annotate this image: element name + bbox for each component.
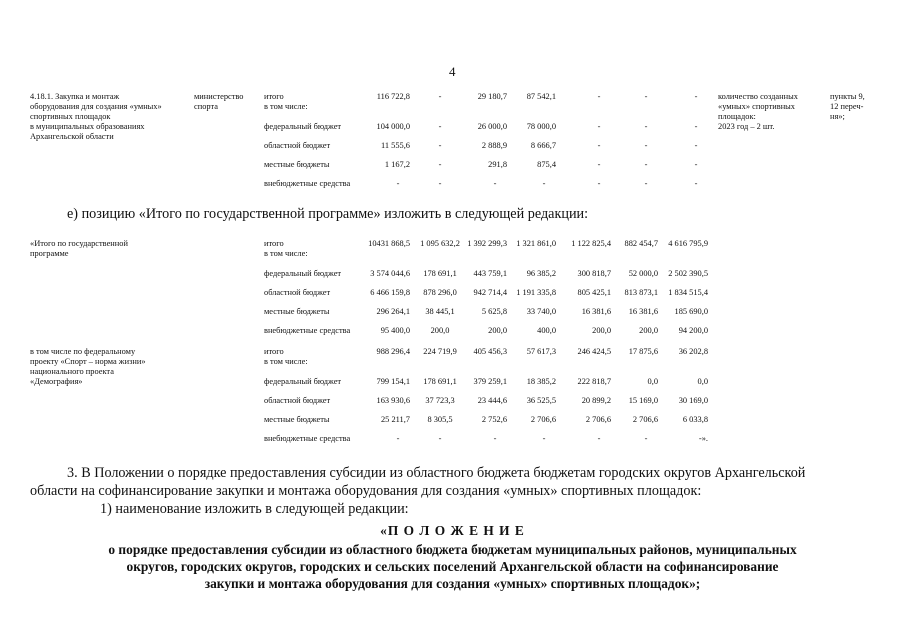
funding-cell: 1 095 632,2 [420,239,460,248]
regulation-title-word: «П О Л О Ж Е Н И Е [380,523,525,538]
row-label: областной бюджет [264,141,331,150]
regulation-title-line-1: о порядке предоставления субсидии из областного бюджета бюджетам муниципальных районов, муниципальных [108,542,797,557]
funding-cell: 1 191 335,8 [516,288,556,297]
funding-cell: - [597,160,601,169]
funding-cell: 443 759,1 [473,269,507,278]
row-label: местные бюджеты [264,415,330,424]
funding-cell: - [493,179,497,188]
funding-cell: 1 321 861,0 [516,239,556,248]
funding-cell: 116 722,8 [376,92,410,101]
link-line: 12 переч- [830,102,864,111]
activity-line: 4.18.1. Закупка и монтаж [30,92,120,101]
funding-cell: - [542,179,546,188]
funding-cell: 0,0 [647,377,658,386]
funding-cell: - [493,434,497,443]
funding-cell: 8 305,5 [427,415,453,424]
row-label: местные бюджеты [264,160,330,169]
funding-cell: 6 466 159,8 [370,288,410,297]
funding-cell: 8 666,7 [530,141,556,150]
funding-cell: 6 033,8 [682,415,708,424]
row-label: итого [264,92,284,101]
result-line: количество созданных [718,92,798,101]
funding-cell: 1 167,2 [384,160,410,169]
funding-cell: 78 000,0 [526,122,556,131]
funding-cell: 1 834 515,4 [668,288,708,297]
funding-cell: - [438,122,442,131]
row-label: федеральный бюджет [264,269,342,278]
funding-cell: 185 690,0 [674,307,708,316]
link-line: ня»; [830,112,845,121]
funding-cell: 2 706,6 [530,415,556,424]
federal-project-line: «Демография» [30,377,83,386]
funding-cell: 200,0 [430,326,450,335]
funding-cell: - [396,179,400,188]
funding-cell: - [438,160,442,169]
program-total-table [30,239,880,444]
funding-cell: 799 154,1 [376,377,410,386]
row-label: внебюджетные средства [264,434,351,443]
funding-cell: 0,0 [697,377,708,386]
funding-cell: - [542,434,546,443]
funding-cell: 878 296,0 [423,288,457,297]
funding-cell: - [644,434,648,443]
funding-cell: 296 264,1 [376,307,410,316]
page-number: 4 [449,64,456,79]
funding-cell: 36 525,5 [526,396,556,405]
link-to-list [830,92,865,122]
row-label: внебюджетные средства [264,326,351,335]
activity-line: в муниципальных образованиях [30,122,145,131]
funding-cell: - [438,434,442,443]
funding-cell: - [644,122,648,131]
row-label: итого [264,239,284,248]
funding-cell: 2 706,6 [632,415,658,424]
funding-cell: 20 899,2 [581,396,611,405]
funding-cell: 805 425,1 [577,288,611,297]
total-caption [30,239,128,259]
funding-cell: 26 000,0 [477,122,507,131]
activity-line: оборудования для создания «умных» [30,102,162,111]
program-table-row-4-18-1 [30,92,880,192]
funding-cell: 38 445,1 [425,307,455,316]
row-label: местные бюджеты [264,307,330,316]
funding-cell: 163 930,6 [376,396,410,405]
regulation-title-line-3: закупки и монтажа оборудования для создания «умных» спортивных площадок»; [204,576,701,591]
funding-cell: 379 259,1 [473,377,507,386]
total-caption-line: программе [30,249,69,258]
funding-cell: 87 542,1 [526,92,556,101]
funding-cell: 882 454,7 [624,239,658,248]
funding-cell: - [396,434,400,443]
funding-cell: 94 200,0 [678,326,708,335]
funding-cell: 178 691,1 [423,269,457,278]
funding-cell: 18 385,2 [526,377,556,386]
funding-cell: 29 180,7 [477,92,507,101]
paragraph-3-line-2: области на софинансирование закупки и монтажа оборудования для создания «умных» спортивных площадок: [30,483,702,499]
funding-cell: - [597,179,601,188]
funding-cell: 95 400,0 [380,326,410,335]
paragraph-e: е) позицию «Итого по государственной программе» изложить в следующей редакции: [67,206,589,222]
row-label: областной бюджет [264,396,331,405]
row-label: внебюджетные средства [264,179,351,188]
funding-cell: -». [698,434,708,443]
funding-cell: 875,4 [537,160,556,169]
result-line: «умных» спортивных [718,102,795,111]
funding-cell: 16 381,6 [581,307,611,316]
funding-cell: 16 381,6 [628,307,658,316]
funding-cell: 15 169,0 [628,396,658,405]
funding-cell: - [644,92,648,101]
row-label: федеральный бюджет [264,122,342,131]
row-sublabel: в том числе: [264,249,308,258]
funding-cell: 36 202,8 [678,347,708,356]
funding-cell: 17 875,6 [628,347,658,356]
funding-cell: - [597,434,601,443]
paragraph-3-sub-1: 1) наименование изложить в следующей редакции: [100,501,409,517]
funding-cell: 4 616 795,9 [668,239,708,248]
funding-cell: 2 706,6 [585,415,611,424]
executor-line: спорта [194,102,218,111]
funding-cell: 400,0 [537,326,556,335]
row-label: областной бюджет [264,288,331,297]
funding-cell: 200,0 [639,326,658,335]
funding-cell: 2 888,9 [481,141,507,150]
funding-cell: 37 723,3 [425,396,455,405]
funding-cell: 405 456,3 [473,347,507,356]
funding-cell: 942 714,4 [473,288,507,297]
executor-line: министерство [194,92,244,101]
funding-cell: - [438,141,442,150]
funding-cell: 23 444,6 [477,396,507,405]
funding-cell: 11 555,6 [380,141,410,150]
regulation-title-line-2: округов, городских округов, городских и сельских поселений Архангельской области на софинансирование [126,559,779,574]
federal-project-caption [30,347,146,387]
funding-cell: - [644,160,648,169]
row-label: итого [264,347,284,356]
funding-cell: - [644,141,648,150]
funding-cell: 25 211,7 [380,415,410,424]
funding-cell: 10431 868,5 [368,239,410,248]
funding-cell: 300 818,7 [577,269,611,278]
funding-cell: 813 873,1 [624,288,658,297]
funding-cell: - [438,92,442,101]
funding-cell: 988 296,4 [376,347,410,356]
funding-cell: - [694,160,698,169]
funding-cell: - [694,141,698,150]
funding-cell: 200,0 [488,326,507,335]
funding-cell: 224 719,9 [423,347,457,356]
funding-cell: 2 502 390,5 [668,269,708,278]
funding-cell: - [597,92,601,101]
funding-cell: 104 000,0 [376,122,410,131]
activity-line: Архангельской области [30,132,114,141]
executor [194,92,244,112]
funding-cell: 5 625,8 [481,307,507,316]
row-sublabel: в том числе: [264,357,308,366]
activity-description [30,92,162,142]
funding-cell: 30 169,0 [678,396,708,405]
paragraph-3-line-1: 3. В Положении о порядке предоставления субсидии из областного бюджета бюджетам городских округов Архангельской [67,465,806,481]
result-line: площадок: [718,112,756,121]
funding-cell: - [694,92,698,101]
funding-cell: 246 424,5 [577,347,611,356]
funding-cell: - [597,122,601,131]
federal-project-line: в том числе по федеральному [30,347,136,356]
funding-cell: 2 752,6 [481,415,507,424]
funding-cell: 1 392 299,3 [467,239,507,248]
funding-cell: 222 818,7 [577,377,611,386]
total-caption-line: «Итого по государственной [30,239,128,248]
funding-cell: 96 385,2 [526,269,556,278]
funding-cell: - [694,122,698,131]
result-line: 2023 год – 2 шт. [718,122,775,131]
funding-cell: 1 122 825,4 [571,239,611,248]
funding-cell: 178 691,1 [423,377,457,386]
federal-project-line: проекту «Спорт – норма жизни» [30,357,146,366]
funding-cell: 33 740,0 [526,307,556,316]
funding-cell: 52 000,0 [628,269,658,278]
link-line: пункты 9, [830,92,865,101]
funding-cell: - [694,179,698,188]
funding-cell: - [644,179,648,188]
federal-project-line: национального проекта [30,367,114,376]
funding-cell: 57 617,3 [526,347,556,356]
funding-cell: 291,8 [488,160,507,169]
row-sublabel: в том числе: [264,102,308,111]
activity-line: спортивных площадок [30,112,111,121]
expected-result [718,92,798,132]
funding-cell: - [438,179,442,188]
row-label: федеральный бюджет [264,377,342,386]
funding-cell: - [597,141,601,150]
funding-cell: 200,0 [592,326,611,335]
funding-cell: 3 574 044,6 [370,269,410,278]
